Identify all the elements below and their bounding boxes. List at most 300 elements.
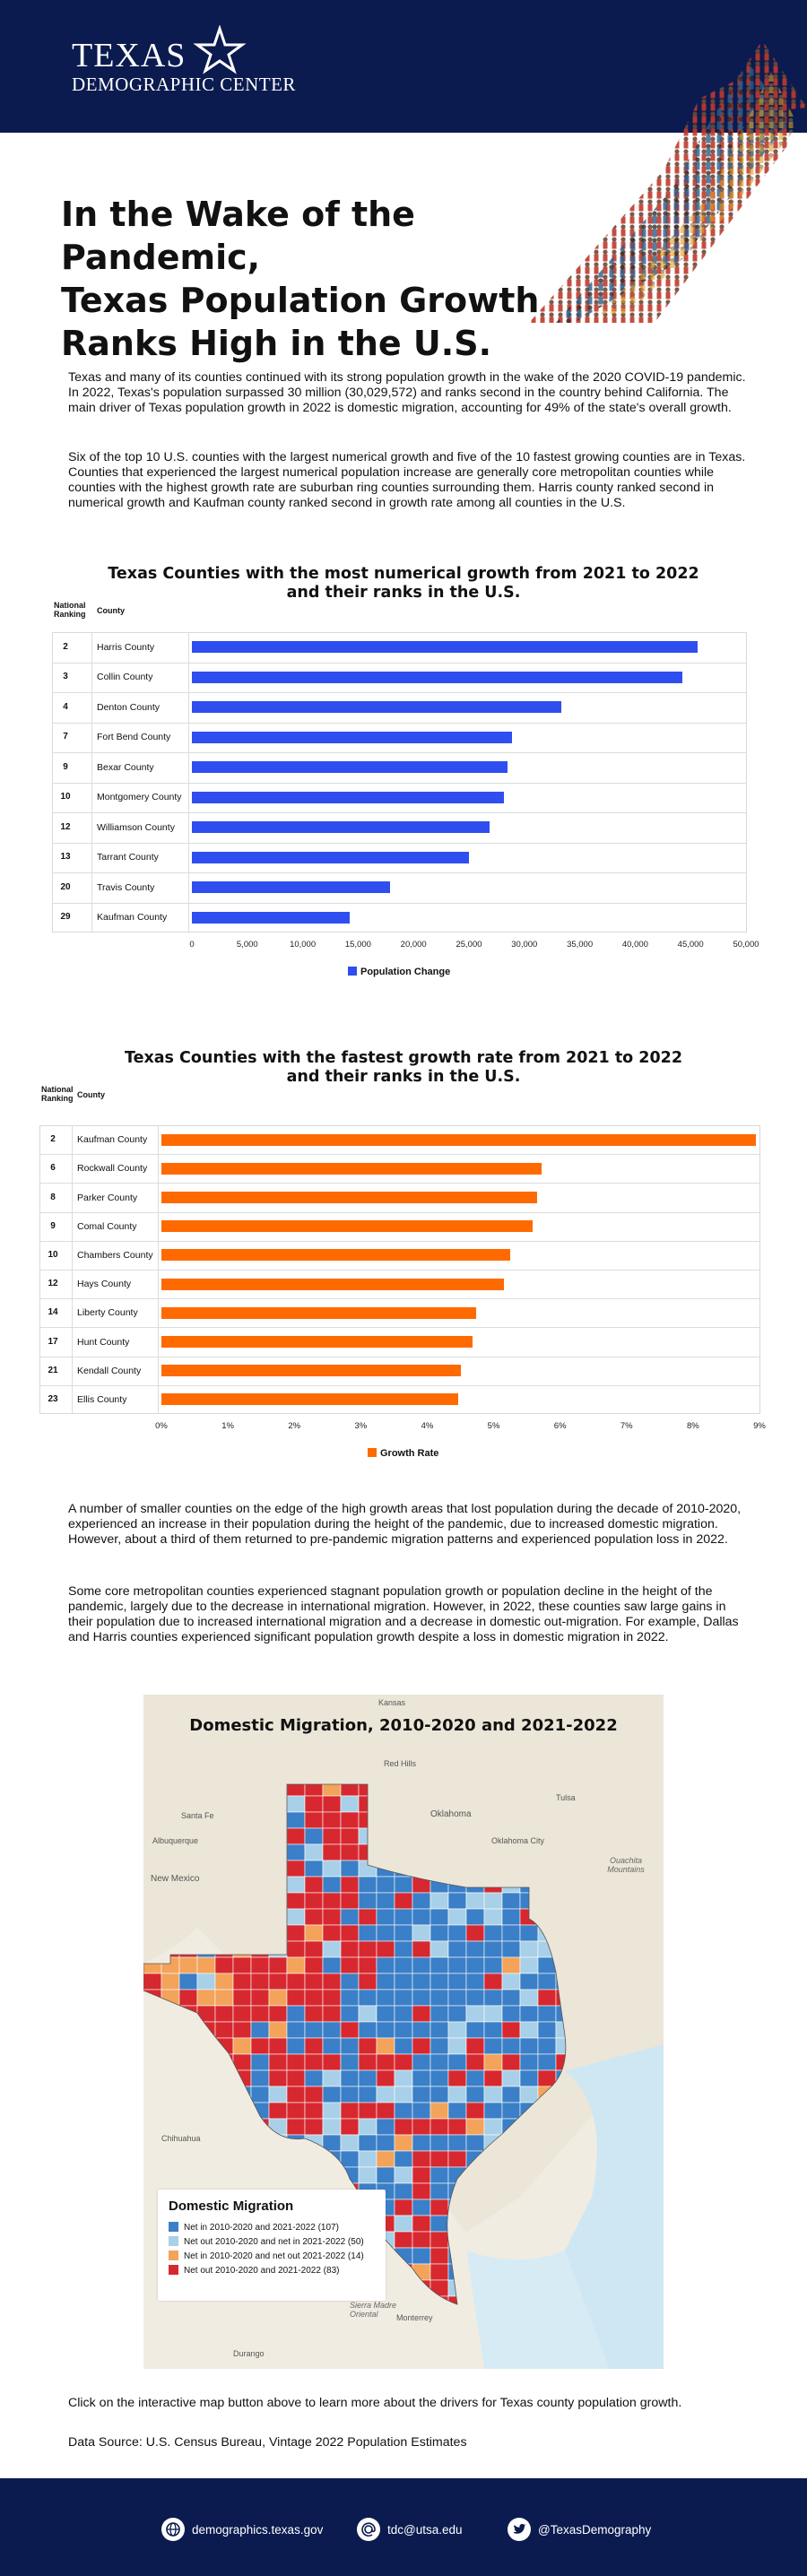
county-shape [556,2038,574,2054]
chart2-title [0,1049,807,1087]
county-shape [448,2022,466,2038]
county-shape [520,2038,538,2054]
county-shape [305,1812,323,1828]
county-shape [538,1973,556,1990]
rank-header: National Ranking [54,601,86,619]
county-shape [287,2054,305,2070]
county-shape [161,2119,179,2135]
county-shape [251,1877,269,1893]
county-shape [538,1860,556,1877]
county-shape [538,2232,556,2248]
county-shape [412,1844,430,1860]
county-shape [412,1990,430,2006]
county-shape [161,1796,179,1812]
county-shape [466,2086,484,2103]
county-shape [377,1925,395,1941]
county-shape [305,1909,323,1925]
map-label-monterrey: Monterrey [396,2313,433,2322]
county-shape [484,1941,502,1957]
county-shape [377,2086,395,2103]
county-shape [484,1990,502,2006]
county-shape [179,2151,197,2167]
county-shape [430,2038,448,2054]
county-shape [359,2054,377,2070]
county-shape [287,2167,305,2183]
bar-montgomery-county [192,792,504,803]
chart-legend [348,967,450,977]
county-shape [395,1877,412,1893]
map-label-kansas: Kansas [378,1698,406,1707]
county-shape [556,2070,574,2086]
county-shape [341,1877,359,1893]
county-shape [377,2006,395,2022]
county-shape [538,2103,556,2119]
county-shape [538,2086,556,2103]
county-label: Travis County [97,881,155,893]
county-shape [502,1925,520,1941]
county-shape [448,1780,466,1796]
county-shape [412,2086,430,2103]
x-tick-label: 35,000 [567,940,594,950]
footer-twitter-link[interactable] [508,2518,651,2541]
county-shape [341,2119,359,2135]
map-label-red-hills: Red Hills [384,1759,417,1768]
x-tick-label: 0% [155,1421,168,1431]
county-shape [484,2264,502,2280]
county-shape [466,2070,484,2086]
county-shape [359,1909,377,1925]
county-shape [484,1812,502,1828]
county-shape [377,2054,395,2070]
county-shape [430,2086,448,2103]
county-shape [502,1990,520,2006]
map-label-ouachita: Ouachita Mountains [607,1856,645,1874]
county-shape [143,1909,161,1925]
county-shape [215,1973,233,1990]
county-shape [520,1990,538,2006]
county-shape [269,2167,287,2183]
county-shape [556,2248,574,2264]
county-shape [520,1780,538,1796]
county-shape [412,1812,430,1828]
county-shape [251,1990,269,2006]
county-shape [179,1925,197,1941]
county-shape [538,2280,556,2296]
county-shape [556,1828,574,1844]
county-shape [395,1990,412,2006]
county-shape [520,2054,538,2070]
county-shape [197,1860,215,1877]
county-shape [179,1893,197,1909]
county-shape [377,2070,395,2086]
chart1-title-line1: Texas Counties with the most numerical growth from 2021 to 2022 [108,565,699,583]
map-legend-title: Domestic Migration [169,2199,294,2214]
county-shape [179,2167,197,2183]
rank-header: National Ranking [41,1085,74,1103]
x-tick-label: 4% [421,1421,434,1431]
county-shape [323,1780,341,1796]
county-shape [251,1957,269,1973]
county-shape [215,1925,233,1941]
county-shape [484,2312,502,2329]
county-shape [395,1780,412,1796]
county-shape [395,2183,412,2199]
county-shape [305,2103,323,2119]
county-shape [305,2022,323,2038]
footer-email-link[interactable] [357,2518,463,2541]
county-shape [287,1973,305,1990]
county-shape [215,2022,233,2038]
county-shape [448,2135,466,2151]
county-shape [538,1990,556,2006]
county-shape [538,2054,556,2070]
county-shape [197,1925,215,1941]
county-shape [520,2006,538,2022]
county-shape [287,1828,305,1844]
county-shape [377,1828,395,1844]
county-shape [305,1844,323,1860]
county-shape [179,2070,197,2086]
county-shape [143,2070,161,2086]
county-shape [287,2022,305,2038]
county-shape [377,1957,395,1973]
county-shape [466,1893,484,1909]
rank-value: 10 [60,792,71,802]
county-shape [520,2312,538,2329]
county-shape [412,2183,430,2199]
logo-text-center: DEMOGRAPHIC CENTER [72,74,296,95]
county-shape [341,1909,359,1925]
county-shape [520,2070,538,2086]
x-tick-label: 30,000 [511,940,538,950]
county-label: Hays County [77,1279,132,1290]
rank-value: 10 [48,1249,58,1260]
county-shape [466,2006,484,2022]
county-shape [251,1893,269,1909]
county-shape [430,1973,448,1990]
map-legend [158,2190,386,2301]
county-shape [484,2022,502,2038]
county-shape [251,1973,269,1990]
growth-rate-bar-chart [0,1085,807,1470]
county-shape [251,1828,269,1844]
county-shape [556,2232,574,2248]
county-shape [251,2151,269,2167]
county-shape [287,2151,305,2167]
globe-icon [161,2518,185,2541]
county-shape [448,1941,466,1957]
x-tick-label: 9% [753,1421,766,1431]
county-shape [466,2296,484,2312]
county-shape [143,1957,161,1973]
county-shape [448,1957,466,1973]
body-paragraph-4: Some core metropolitan counties experienced stagnant population growth or population decline in the height of the pandemic, largely due to the decrease in international migration. However, in 2022, these counties saw large gains in their population due to increased international migration and a decrease in domestic out-migration. For example, Dallas and Harris counties experienced significant population growth despite a loss in domestic migration in 2022. [68,1584,739,1644]
bar-collin-county [192,672,682,683]
county-shape [484,1844,502,1860]
county-shape [377,2103,395,2119]
county-shape [448,2103,466,2119]
x-tick-label: 20,000 [400,940,427,950]
county-shape [377,2167,395,2183]
county-shape [233,2038,251,2054]
county-shape [466,2135,484,2151]
county-shape [305,1828,323,1844]
county-shape [538,2216,556,2232]
county-shape [430,2151,448,2167]
county-shape [377,1844,395,1860]
county-shape [484,1796,502,1812]
county-shape [251,1909,269,1925]
county-shape [556,2296,574,2312]
county-shape [538,2183,556,2199]
county-shape [251,1844,269,1860]
county-shape [395,1909,412,1925]
county-shape [287,2312,305,2329]
county-shape [466,2232,484,2248]
rank-value: 9 [50,1220,56,1231]
county-shape [287,2038,305,2054]
map-label-durango: Durango [233,2349,265,2358]
county-shape [287,1877,305,1893]
bar-ellis-county [161,1393,458,1405]
county-shape [341,2070,359,2086]
county-shape [484,2296,502,2312]
county-shape [233,2167,251,2183]
footer-website-link[interactable] [161,2518,323,2541]
county-shape [430,1877,448,1893]
county-shape [538,2312,556,2329]
county-shape [430,2070,448,2086]
county-shape [538,2119,556,2135]
county-shape [323,1812,341,1828]
county-shape [341,1973,359,1990]
county-shape [448,1844,466,1860]
county-shape [412,2022,430,2038]
row-divider [52,783,747,784]
county-label: Collin County [97,672,153,683]
x-tick-label: 45,000 [677,940,704,950]
county-shape [556,2312,574,2329]
county-shape [341,2167,359,2183]
county-shape [502,2312,520,2329]
population-arrow-illustration [520,36,807,332]
legend-label: Net out 2010-2020 and 2021-2022 (83) [184,2266,340,2276]
county-shape [520,2135,538,2151]
domestic-migration-map[interactable] [143,1695,664,2369]
rank-value: 12 [60,821,71,832]
county-shape [395,2199,412,2216]
county-shape [395,1828,412,1844]
county-shape [359,1925,377,1941]
county-shape [143,1780,161,1796]
county-shape [233,2151,251,2167]
county-shape [197,1957,215,1973]
county-shape [377,1973,395,1990]
county-shape [341,1780,359,1796]
county-header: County [77,1090,105,1099]
county-shape [143,2103,161,2119]
county-shape [395,1957,412,1973]
county-shape [197,1844,215,1860]
county-shape [305,1893,323,1909]
county-shape [197,1796,215,1812]
logo-text-texas: TEXAS [72,37,187,74]
county-shape [430,1780,448,1796]
county-shape [359,1990,377,2006]
county-shape [430,2199,448,2216]
bar-kaufman-county [192,912,350,924]
county-shape [305,2054,323,2070]
county-shape [215,1812,233,1828]
county-shape [341,1812,359,1828]
county-shape [395,1796,412,1812]
legend-swatch-net-in-both [169,2222,178,2232]
county-label: Fort Bend County [97,732,171,743]
x-tick-label: 5% [487,1421,500,1431]
county-shape [323,1909,341,1925]
county-shape [233,1893,251,1909]
intro-paragraph-2: Six of the top 10 U.S. counties with the largest numerical growth and five of the 10 fastest growing counties are in Texas. Counties that experienced the largest numerical population increase are generally core metropolitan counties while counties with the highest growth rate are suburban ring counties surrounding them. Harris county ranked second in numerical growth and Kaufman county ranked second in growth rate among all counties in the U.S. [68,450,746,510]
county-shape [341,1893,359,1909]
x-tick-label: 15,000 [344,940,371,950]
county-shape [143,2167,161,2183]
county-shape [502,2183,520,2199]
county-shape [466,2312,484,2329]
county-shape [502,1812,520,1828]
legend-swatch-in-then-out [169,2251,178,2260]
county-shape [359,2119,377,2135]
county-shape [287,2070,305,2086]
county-shape [287,2119,305,2135]
county-shape [269,2103,287,2119]
county-shape [215,2312,233,2329]
county-shape [430,2022,448,2038]
county-shape [287,1990,305,2006]
county-shape [430,2183,448,2199]
county-shape [377,2022,395,2038]
county-shape [143,2054,161,2070]
county-shape [520,1844,538,1860]
county-shape [556,1893,574,1909]
rank-value: 21 [48,1365,58,1375]
county-shape [323,1796,341,1812]
county-shape [538,2264,556,2280]
body-paragraph-3: A number of smaller counties on the edge of the high growth areas that lost population during the decade of 2010-2020, experienced an increase in their population during the height of the pandemic, due to increased domestic migration. However, about a third of them returned to pre-pandemic migration patterns and experienced population loss in 2022. [68,1502,742,1547]
county-shape [502,2054,520,2070]
county-shape [323,1973,341,1990]
map-legend-item [169,2264,375,2278]
county-shape [556,1909,574,1925]
county-shape [305,1780,323,1796]
county-shape [538,2135,556,2151]
county-shape [323,2038,341,2054]
rank-value: 14 [48,1307,58,1318]
county-shape [305,2151,323,2167]
county-shape [412,1860,430,1877]
county-shape [161,2022,179,2038]
county-shape [179,1990,197,2006]
county-shape [502,1796,520,1812]
county-shape [430,1957,448,1973]
row-divider [52,723,747,724]
county-shape [430,1909,448,1925]
county-shape [179,2006,197,2022]
row-divider [39,1298,760,1299]
county-shape [251,2022,269,2038]
county-shape [287,1909,305,1925]
chart2-title-line2: and their ranks in the U.S. [286,1068,521,1086]
county-shape [287,1796,305,1812]
county-shape [556,2280,574,2296]
county-shape [161,1925,179,1941]
county-shape [251,2054,269,2070]
county-shape [323,1877,341,1893]
county-shape [143,2038,161,2054]
county-shape [323,2312,341,2329]
county-shape [215,1780,233,1796]
county-shape [430,2280,448,2296]
county-shape [502,1860,520,1877]
county-shape [233,2086,251,2103]
county-shape [395,2086,412,2103]
county-shape [377,1990,395,2006]
county-shape [538,1925,556,1941]
x-tick-label: 3% [354,1421,368,1431]
county-shape [448,2054,466,2070]
county-shape [538,2199,556,2216]
county-shape [215,1828,233,1844]
row-divider [39,1154,760,1155]
county-shape [412,2232,430,2248]
county-shape [520,1925,538,1941]
county-shape [269,1812,287,1828]
bar-denton-county [192,701,561,713]
county-shape [341,1860,359,1877]
county-shape [179,2086,197,2103]
x-tick-label: 8% [687,1421,699,1431]
county-shape [269,2119,287,2135]
county-shape [502,1877,520,1893]
county-shape [448,2151,466,2167]
county-shape [233,1877,251,1893]
map-label-chihuahua: Chihuahua [161,2134,201,2143]
county-shape [179,2103,197,2119]
rank-value: 13 [60,852,71,863]
map-label-santa-fe: Santa Fe [181,1811,214,1820]
county-shape [197,2086,215,2103]
rank-value: 2 [63,641,68,652]
county-shape [251,1860,269,1877]
county-shape [287,1957,305,1973]
county-shape [520,2296,538,2312]
footer-website-text: demographics.texas.gov [192,2522,324,2537]
county-shape [502,2119,520,2135]
county-shape [197,1990,215,2006]
map-instruction-text: Click on the interactive map button above to learn more about the drivers for Texas county population growth. [68,2396,682,2410]
rank-value: 17 [48,1336,58,1347]
county-shape [305,1877,323,1893]
county-shape [502,2216,520,2232]
county-shape [484,2151,502,2167]
county-shape [466,2280,484,2296]
county-shape [377,1941,395,1957]
row-divider [39,1241,760,1242]
row-divider [52,752,747,753]
county-shape [161,2103,179,2119]
county-shape [143,1973,161,1990]
tdc-logo[interactable] [72,38,296,95]
county-shape [520,2248,538,2264]
